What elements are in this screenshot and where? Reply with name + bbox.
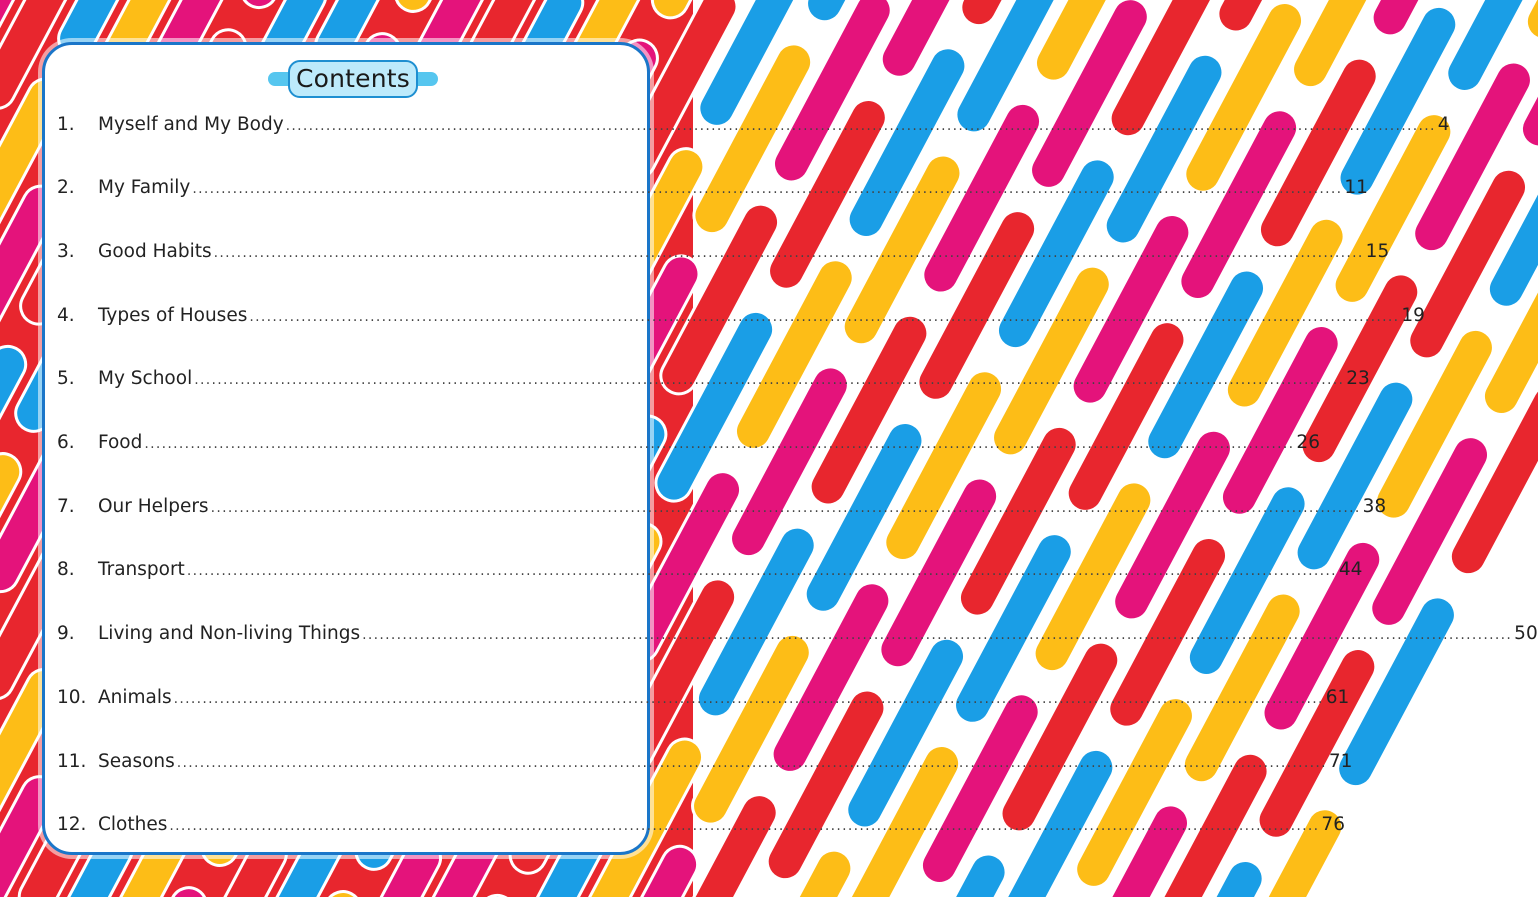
toc-entry[interactable] [57,364,1370,394]
toc-entry-page-number: 19 [1401,304,1425,326]
dot-leader: ........................................................................................................................................................................................................ [169,818,1320,835]
toc-entry-title: Seasons [98,750,175,772]
toc-entry-page-number: 44 [1338,559,1363,581]
dot-leader: ........................................................................................................................................................................................................ [249,308,1400,325]
toc-entry[interactable] [57,491,1387,521]
toc-entry[interactable] [57,428,1320,458]
toc-entry[interactable] [57,682,1350,712]
toc-entry-title: Types of Houses [98,304,248,326]
toc-entry-title: Food [98,432,143,453]
toc-entry-title: Myself and My Body [98,113,284,135]
toc-entry-title: Animals [98,686,172,708]
toc-entry-page-number: 23 [1346,368,1370,390]
toc-entry-number: 9. [57,623,75,645]
toc-entry-number: 4. [57,304,75,326]
dot-leader: ........................................................................................................................................................................................................ [194,372,1345,389]
dot-leader: ........................................................................................................................................................................................................ [192,181,1343,198]
toc-entry-page-number: 38 [1362,495,1387,517]
dot-leader: ........................................................................................................................................................................................................ [173,690,1324,707]
toc-entry[interactable] [57,236,1390,266]
toc-entry-title: Clothes [98,814,168,836]
dot-leader: ........................................................................................................................................................................................................ [144,436,1295,452]
dot-leader: ........................................................................................................................................................................................................ [362,627,1513,644]
toc-entry[interactable] [57,555,1363,585]
dot-leader: ........................................................................................................................................................................................................ [176,754,1327,771]
dot-leader: ........................................................................................................................................................................................................ [186,563,1337,580]
toc-entry-title: My Family [98,177,191,199]
toc-entry-page-number: 26 [1296,432,1320,453]
toc-entry-title: My School [98,368,193,390]
dot-leader: ........................................................................................................................................................................................................ [285,117,1436,134]
toc-entry-number: 11. [57,750,87,772]
dot-leader: ........................................................................................................................................................................................................ [210,499,1361,516]
toc-entry-title: Living and Non-living Things [98,623,361,645]
toc-entry-number: 3. [57,240,75,262]
toc-entry[interactable] [57,109,1450,139]
toc-entry[interactable] [57,746,1353,776]
toc-entry-page-number: 4 [1437,113,1450,135]
toc-entry-number: 6. [57,432,75,453]
toc-entry[interactable] [57,810,1345,840]
toc-entry-page-number: 71 [1328,750,1353,772]
toc-entry-page-number: 76 [1321,814,1345,836]
toc-entry-number: 8. [57,559,75,581]
toc-entry-number: 10. [57,686,87,708]
toc-entry-page-number: 15 [1365,240,1390,262]
toc-entry[interactable] [57,619,1538,649]
toc-entry-number: 1. [57,113,75,135]
toc-entry[interactable] [57,173,1368,203]
background-stripe [1520,0,1538,46]
dot-leader: ........................................................................................................................................................................................................ [213,244,1364,261]
toc-entry-title: Good Habits [98,240,212,262]
toc-entry-title: Our Helpers [98,495,209,517]
page-title: Contents [288,60,418,98]
toc-entry-number: 7. [57,495,75,517]
toc-entry-number: 2. [57,177,75,199]
toc-entry-page-number: 50 [1514,623,1538,645]
toc-entry-page-number: 11 [1344,177,1368,199]
toc-entry[interactable] [57,300,1425,330]
toc-entry-number: 12. [57,814,87,836]
toc-entry-number: 5. [57,368,75,390]
toc-entry-title: Transport [98,559,185,581]
toc-entry-page-number: 61 [1325,686,1350,708]
